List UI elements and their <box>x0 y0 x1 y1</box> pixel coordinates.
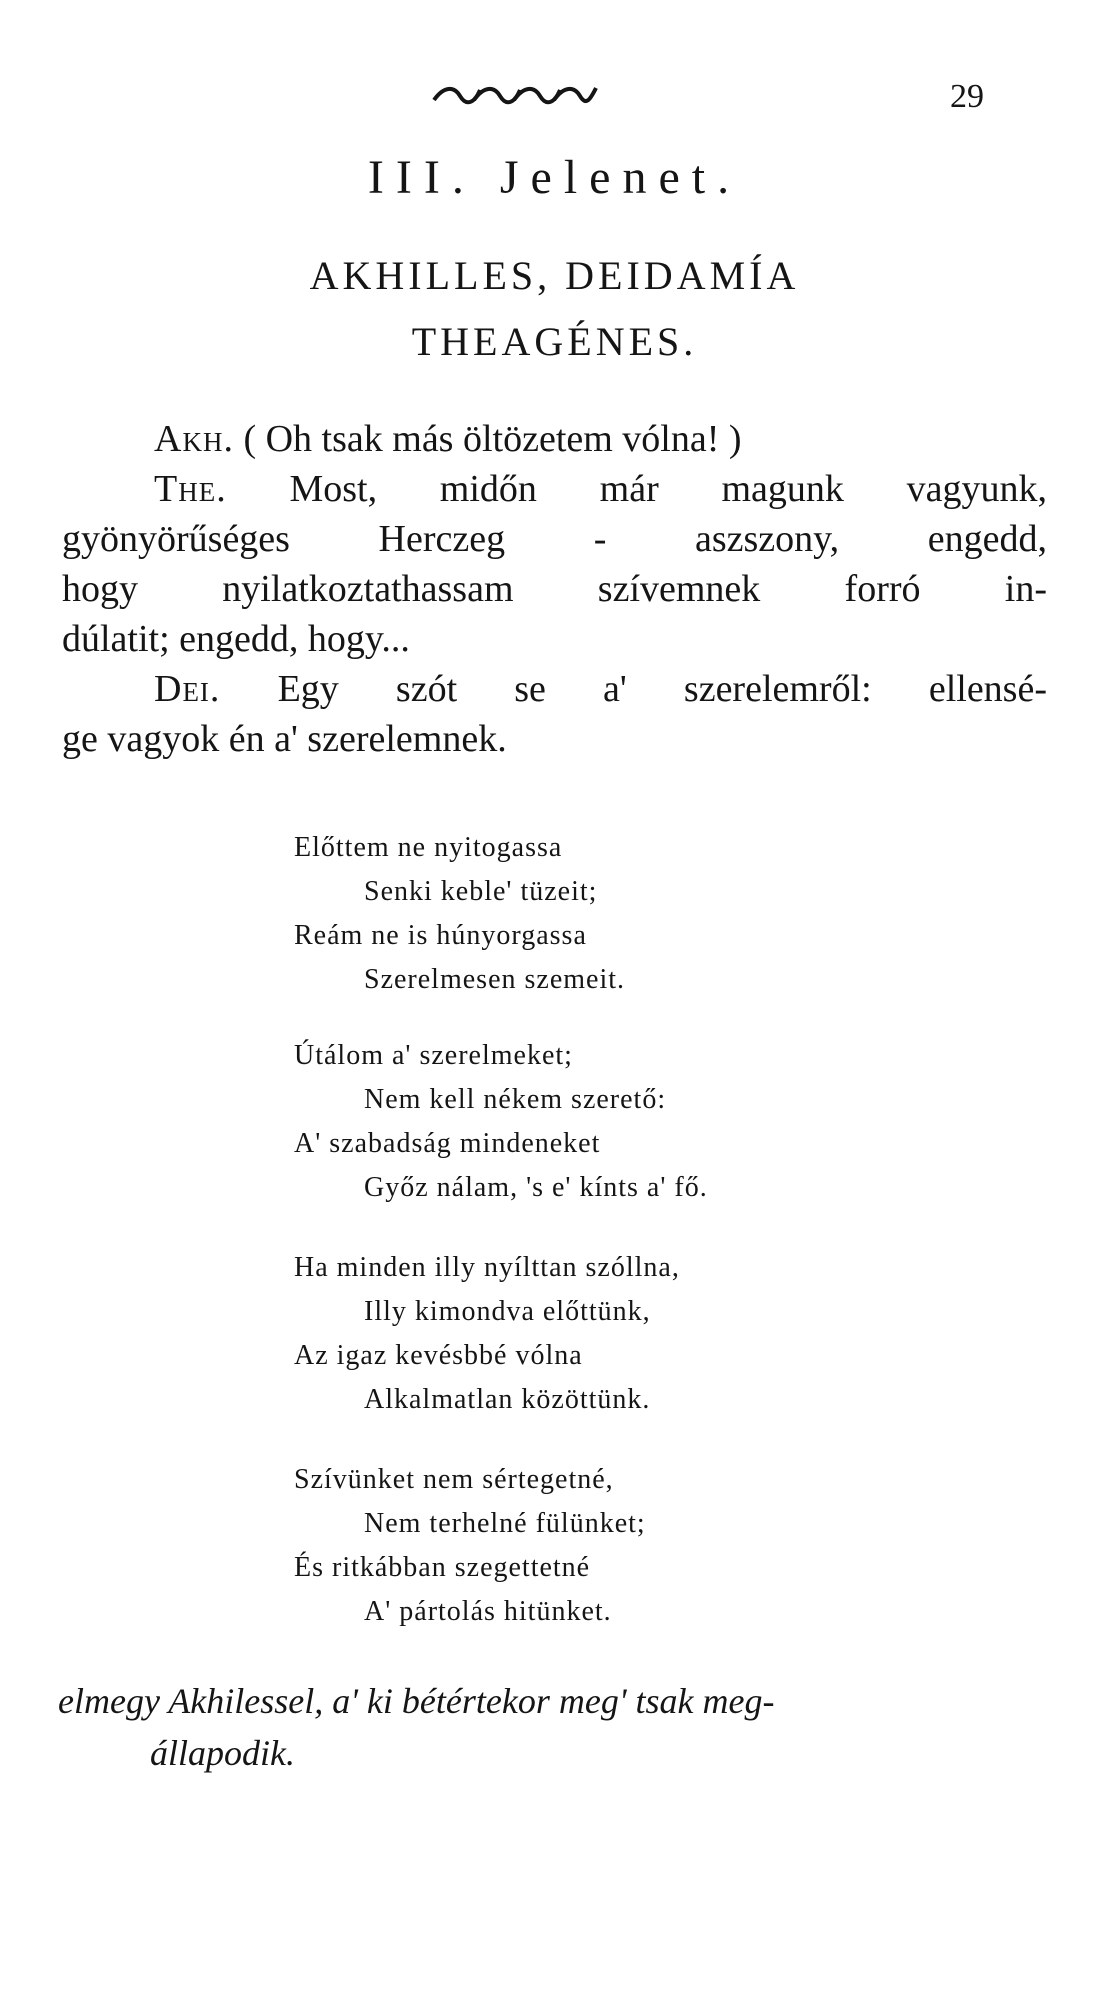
poem-line: Nem kell nékem szerető: <box>364 1084 667 1115</box>
dei-text-1: Egy szót se a' szerelemről: ellensé- <box>277 668 1047 710</box>
the-line-2: gyönyörűséges Herczeg - aszszony, engedd, <box>62 518 1047 560</box>
poem-line: A' pártolás hitünket. <box>364 1596 612 1627</box>
ornament-icon <box>430 78 600 108</box>
poem-line: Előttem ne nyitogassa <box>294 832 563 863</box>
stage-direction-line-2: állapodik. <box>150 1733 295 1773</box>
the-line-3: hogy nyilatkoztathassam szívemnek forró in- <box>62 568 1047 610</box>
the-text-1: Most, midőn már magunk vagyunk, <box>289 468 1047 510</box>
poem-line: Útálom a' szerelmeket; <box>294 1040 573 1071</box>
poem-line: És ritkábban szegettetné <box>294 1552 591 1583</box>
poem-line: Senki keble' tüzeit; <box>364 876 598 907</box>
speaker-akh: Akh. <box>154 418 234 460</box>
dei-line-2: ge vagyok én a' szerelemnek. <box>62 718 507 760</box>
speaker-dei: Dei. <box>154 668 221 710</box>
characters-line-2: THEAGÉNES. <box>411 319 698 364</box>
poem-line: Szerelmesen szemeit. <box>364 964 626 995</box>
akh-line <box>62 420 1047 458</box>
dei-line-1 <box>62 670 1047 708</box>
speaker-the: The. <box>154 468 227 510</box>
poem-line: Az igaz kevésbbé vólna <box>294 1340 583 1371</box>
the-line-1 <box>62 470 1047 508</box>
stage-direction-line-1: elmegy Akhilessel, a' ki bétértekor meg' tsak meg- <box>58 1681 775 1721</box>
characters-line-1: AKHILLES, DEIDAMÍA <box>309 253 800 298</box>
poem-line: Reám ne is húnyorgassa <box>294 920 587 951</box>
scene-title: III. Jelenet. <box>367 151 742 204</box>
the-line-4: dúlatit; engedd, hogy... <box>62 618 410 660</box>
poem-line: A' szabadság mindeneket <box>294 1128 601 1159</box>
page-number: 29 <box>950 78 984 115</box>
poem-line: Alkalmatlan közöttünk. <box>364 1384 651 1415</box>
akh-text: ( Oh tsak más öltözetem vólna! ) <box>243 418 742 460</box>
poem-line: Illy kimondva előttünk, <box>364 1296 651 1327</box>
poem-line: Szívünket nem sértegetné, <box>294 1464 614 1495</box>
poem-line: Ha minden illy nyílttan szóllna, <box>294 1252 680 1283</box>
poem-line: Győz nálam, 's e' kínts a' fő. <box>364 1172 708 1203</box>
poem-line: Nem terhelné fülünket; <box>364 1508 646 1539</box>
